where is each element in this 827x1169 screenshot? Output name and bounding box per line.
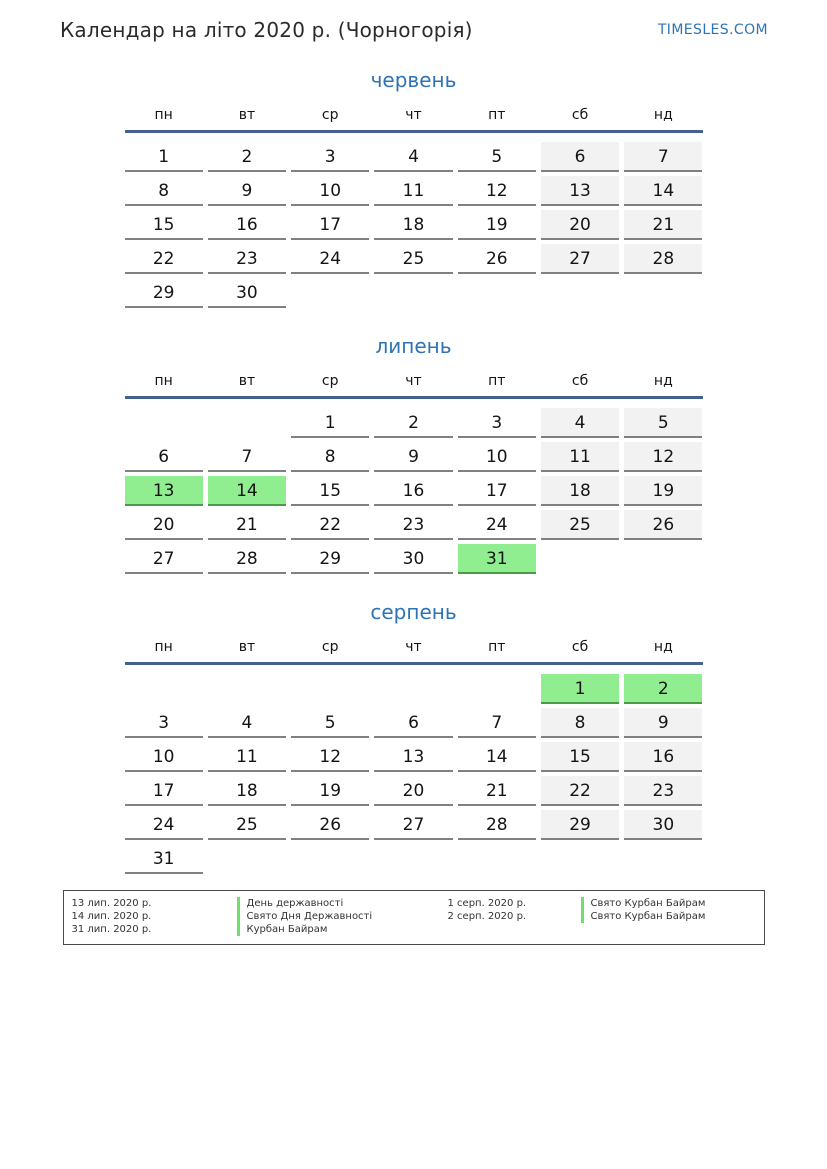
legend-date: 14 лип. 2020 р. bbox=[71, 911, 152, 922]
day-cell: 31 bbox=[125, 844, 203, 874]
day-cell: 24 bbox=[458, 510, 536, 540]
weekday-header-row bbox=[125, 107, 703, 133]
day-cell: 30 bbox=[624, 810, 702, 840]
empty-cell bbox=[125, 408, 203, 438]
legend-date: 2 серп. 2020 р. bbox=[447, 911, 527, 922]
empty-cell bbox=[291, 674, 369, 704]
weekday-header: нд bbox=[653, 107, 673, 123]
legend-column-0 bbox=[72, 897, 414, 936]
holiday-day-cell: 14 bbox=[208, 476, 286, 506]
weekday-header: пн bbox=[154, 373, 173, 389]
day-cell: 20 bbox=[541, 210, 619, 240]
day-cell: 15 bbox=[125, 210, 203, 240]
day-cell: 24 bbox=[125, 810, 203, 840]
weekday-header-row bbox=[125, 373, 703, 399]
day-cell: 20 bbox=[374, 776, 452, 806]
day-cell: 8 bbox=[541, 708, 619, 738]
month-title: червень bbox=[370, 68, 457, 92]
month-title: серпень bbox=[370, 600, 457, 624]
day-cell: 26 bbox=[291, 810, 369, 840]
empty-cell bbox=[291, 278, 369, 308]
weekday-header: ср bbox=[321, 373, 339, 389]
weekday-header: нд bbox=[653, 373, 673, 389]
day-cell: 6 bbox=[374, 708, 452, 738]
weekday-header: сб bbox=[571, 373, 589, 389]
empty-cell bbox=[208, 674, 286, 704]
day-cell: 1 bbox=[291, 408, 369, 438]
day-cell: 18 bbox=[374, 210, 452, 240]
weekday-header: ср bbox=[321, 639, 339, 655]
day-cell: 27 bbox=[374, 810, 452, 840]
day-cell: 1 bbox=[125, 142, 203, 172]
page-title: Календар на літо 2020 р. (Чорногорія) bbox=[60, 18, 473, 42]
day-cell: 11 bbox=[208, 742, 286, 772]
day-cell: 5 bbox=[291, 708, 369, 738]
day-cell: 19 bbox=[291, 776, 369, 806]
empty-cell bbox=[374, 674, 452, 704]
day-cell: 2 bbox=[374, 408, 452, 438]
holiday-day-cell: 13 bbox=[125, 476, 203, 506]
empty-cell bbox=[374, 278, 452, 308]
day-cell: 15 bbox=[541, 742, 619, 772]
empty-cell bbox=[458, 844, 536, 874]
month-grid bbox=[125, 674, 703, 874]
empty-cell bbox=[541, 278, 619, 308]
month-grid bbox=[125, 408, 703, 574]
day-cell: 27 bbox=[125, 544, 203, 574]
day-cell: 25 bbox=[208, 810, 286, 840]
day-cell: 28 bbox=[624, 244, 702, 274]
day-cell: 7 bbox=[624, 142, 702, 172]
legend-date: 1 серп. 2020 р. bbox=[447, 898, 527, 909]
legend-entry bbox=[72, 923, 414, 936]
day-cell: 10 bbox=[458, 442, 536, 472]
day-cell: 23 bbox=[208, 244, 286, 274]
day-cell: 29 bbox=[541, 810, 619, 840]
day-cell: 23 bbox=[374, 510, 452, 540]
weekday-header: чт bbox=[405, 373, 422, 389]
day-cell: 23 bbox=[624, 776, 702, 806]
day-cell: 3 bbox=[458, 408, 536, 438]
day-cell: 21 bbox=[624, 210, 702, 240]
day-cell: 7 bbox=[458, 708, 536, 738]
month-title: липень bbox=[375, 334, 452, 358]
day-cell: 21 bbox=[208, 510, 286, 540]
empty-cell bbox=[541, 544, 619, 574]
weekday-header: чт bbox=[405, 639, 422, 655]
holiday-day-cell: 1 bbox=[541, 674, 619, 704]
legend-entry bbox=[448, 910, 706, 923]
day-cell: 11 bbox=[541, 442, 619, 472]
day-cell: 18 bbox=[541, 476, 619, 506]
empty-cell bbox=[624, 278, 702, 308]
weekday-header: сб bbox=[571, 639, 589, 655]
empty-cell bbox=[125, 674, 203, 704]
holiday-marker-and-name: Курбан Байрам bbox=[237, 923, 328, 936]
day-cell: 28 bbox=[208, 544, 286, 574]
month-section-1 bbox=[125, 334, 703, 574]
day-cell: 13 bbox=[541, 176, 619, 206]
weekday-header: сб bbox=[571, 107, 589, 123]
weekday-header: чт bbox=[405, 107, 422, 123]
day-cell: 11 bbox=[374, 176, 452, 206]
day-cell: 17 bbox=[125, 776, 203, 806]
weekday-header: пт bbox=[488, 107, 506, 123]
month-grid bbox=[125, 142, 703, 308]
day-cell: 10 bbox=[291, 176, 369, 206]
day-cell: 30 bbox=[374, 544, 452, 574]
day-cell: 9 bbox=[624, 708, 702, 738]
legend-date: 13 лип. 2020 р. bbox=[71, 898, 152, 909]
holiday-day-cell: 2 bbox=[624, 674, 702, 704]
day-cell: 14 bbox=[624, 176, 702, 206]
day-cell: 8 bbox=[291, 442, 369, 472]
day-cell: 4 bbox=[208, 708, 286, 738]
day-cell: 13 bbox=[374, 742, 452, 772]
months-container bbox=[125, 68, 703, 874]
holiday-marker-and-name: Свято Курбан Байрам bbox=[581, 910, 706, 923]
day-cell: 19 bbox=[458, 210, 536, 240]
day-cell: 12 bbox=[458, 176, 536, 206]
day-cell: 29 bbox=[291, 544, 369, 574]
day-cell: 24 bbox=[291, 244, 369, 274]
empty-cell bbox=[291, 844, 369, 874]
day-cell: 29 bbox=[125, 278, 203, 308]
day-cell: 8 bbox=[125, 176, 203, 206]
day-cell: 25 bbox=[541, 510, 619, 540]
legend-column-1 bbox=[414, 897, 706, 936]
day-cell: 5 bbox=[624, 408, 702, 438]
weekday-header-row bbox=[125, 639, 703, 665]
empty-cell bbox=[458, 674, 536, 704]
day-cell: 19 bbox=[624, 476, 702, 506]
day-cell: 26 bbox=[624, 510, 702, 540]
month-section-0 bbox=[125, 68, 703, 308]
day-cell: 30 bbox=[208, 278, 286, 308]
weekday-header: вт bbox=[238, 373, 256, 389]
empty-cell bbox=[208, 408, 286, 438]
month-section-2 bbox=[125, 600, 703, 874]
weekday-header: пт bbox=[488, 639, 506, 655]
weekday-header: пт bbox=[488, 373, 506, 389]
legend-entry bbox=[72, 910, 414, 923]
day-cell: 7 bbox=[208, 442, 286, 472]
day-cell: 18 bbox=[208, 776, 286, 806]
day-cell: 4 bbox=[541, 408, 619, 438]
empty-cell bbox=[374, 844, 452, 874]
timesles-logo-link[interactable]: TIMESLES.COM bbox=[657, 22, 768, 38]
holiday-marker-and-name: Свято Курбан Байрам bbox=[581, 897, 706, 910]
day-cell: 9 bbox=[374, 442, 452, 472]
day-cell: 28 bbox=[458, 810, 536, 840]
weekday-header: пн bbox=[154, 639, 173, 655]
day-cell: 25 bbox=[374, 244, 452, 274]
empty-cell bbox=[541, 844, 619, 874]
day-cell: 3 bbox=[291, 142, 369, 172]
day-cell: 10 bbox=[125, 742, 203, 772]
weekday-header: вт bbox=[238, 107, 256, 123]
holiday-legend bbox=[63, 890, 765, 945]
day-cell: 17 bbox=[458, 476, 536, 506]
empty-cell bbox=[208, 844, 286, 874]
legend-date: 31 лип. 2020 р. bbox=[71, 924, 152, 935]
day-cell: 5 bbox=[458, 142, 536, 172]
day-cell: 21 bbox=[458, 776, 536, 806]
day-cell: 27 bbox=[541, 244, 619, 274]
holiday-marker-and-name: День державності bbox=[237, 897, 344, 910]
day-cell: 6 bbox=[125, 442, 203, 472]
empty-cell bbox=[624, 544, 702, 574]
empty-cell bbox=[458, 278, 536, 308]
day-cell: 16 bbox=[374, 476, 452, 506]
day-cell: 22 bbox=[541, 776, 619, 806]
weekday-header: пн bbox=[154, 107, 173, 123]
weekday-header: ср bbox=[321, 107, 339, 123]
day-cell: 9 bbox=[208, 176, 286, 206]
day-cell: 2 bbox=[208, 142, 286, 172]
day-cell: 15 bbox=[291, 476, 369, 506]
empty-cell bbox=[624, 844, 702, 874]
day-cell: 26 bbox=[458, 244, 536, 274]
holiday-day-cell: 31 bbox=[458, 544, 536, 574]
day-cell: 17 bbox=[291, 210, 369, 240]
day-cell: 4 bbox=[374, 142, 452, 172]
day-cell: 22 bbox=[291, 510, 369, 540]
day-cell: 20 bbox=[125, 510, 203, 540]
day-cell: 22 bbox=[125, 244, 203, 274]
day-cell: 6 bbox=[541, 142, 619, 172]
day-cell: 12 bbox=[291, 742, 369, 772]
weekday-header: вт bbox=[238, 639, 256, 655]
holiday-marker-and-name: Свято Дня Державності bbox=[237, 910, 373, 923]
day-cell: 16 bbox=[208, 210, 286, 240]
page-header bbox=[0, 0, 827, 42]
day-cell: 3 bbox=[125, 708, 203, 738]
day-cell: 14 bbox=[458, 742, 536, 772]
day-cell: 16 bbox=[624, 742, 702, 772]
day-cell: 12 bbox=[624, 442, 702, 472]
legend-entry bbox=[72, 897, 414, 910]
weekday-header: нд bbox=[653, 639, 673, 655]
legend-entry bbox=[448, 897, 706, 910]
